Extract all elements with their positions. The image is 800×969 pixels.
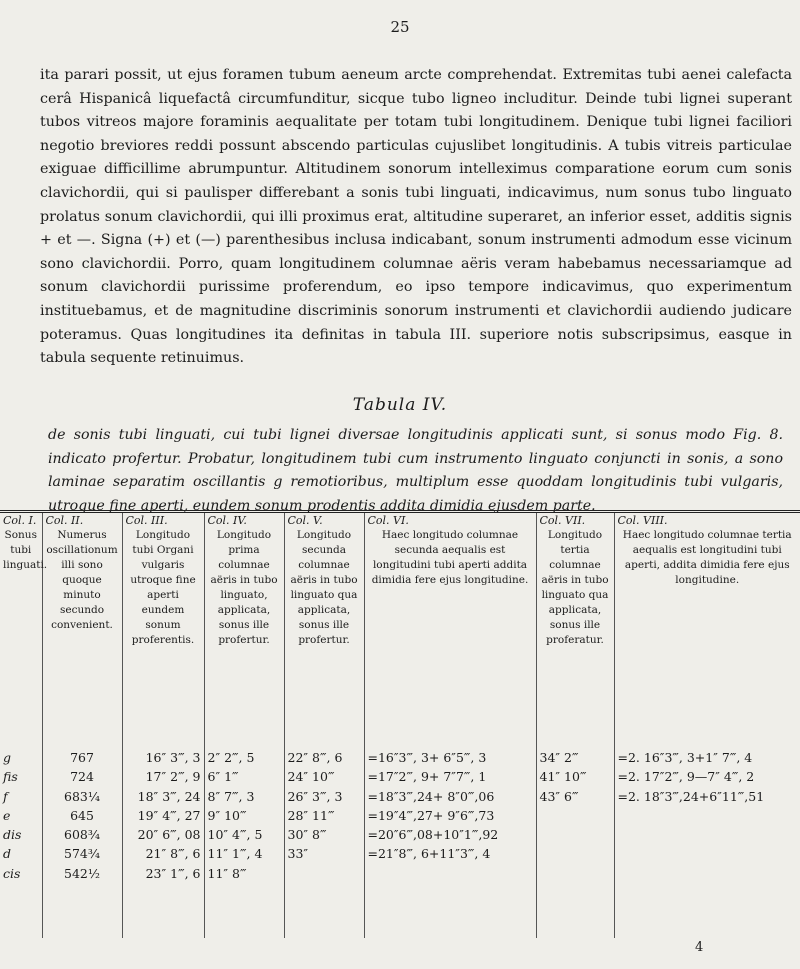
- table-caption: de sonis tubi linguati, cui tubi lignei diversae longitudinis applicati sunt, si sonus modo Fig. 8. indicato profertur. Probatur, longitudinem tubi cum instrumento linguato conjuncti in sonis, a sono laminae separatim oscillantis g remotioribus, multiplum esse quoddam longitudinis tubi vulgaris, utroque fine aperti, eundem sonum prodentis addita dimidia ejusdem parte.: [48, 427, 783, 514]
- col-2-header: Col. II. Numerus oscillationum illi sono quoque minuto secundo convenient.: [42, 513, 122, 748]
- col-6-values: =16″3‴, 3+ 6″5‴, 3 =17″2‴, 9+ 7″7‴, 1 =18″3‴,24+ 8″0‴,06 =19″4‴,27+ 9″6‴,73 =20″6‴,08+10″1‴,92 =21″8‴, 6+11″3‴, 4: [364, 748, 536, 938]
- col-1-header: Col. I. Sonus tubi linguati.: [0, 513, 42, 748]
- col-8-values: =2. 16″3‴, 3+1″ 7‴, 4 =2. 17″2‴, 9—7″ 4‴, 2 =2. 18″3‴,24+6″11‴,51: [617, 750, 765, 804]
- col-7-values: 34″ 2‴ 41″ 10‴ 43″ 6‴: [536, 748, 614, 938]
- col-5-values: 22″ 8‴, 6 24″ 10‴ 26″ 3‴, 3 28″ 11‴ 30″ 8‴ 33″: [284, 748, 364, 938]
- data-table: [0, 513, 800, 938]
- col-1-values: g fis f e dis d cis: [0, 748, 42, 938]
- table-header-row: [0, 513, 800, 748]
- body-text: [40, 64, 792, 371]
- page-number: 25: [390, 18, 410, 36]
- col-3-values: 16″ 3‴, 3 17″ 2‴, 9 18″ 3‴, 24 19″ 4‴, 27 20″ 6‴, 08 21″ 8‴, 6 23″ 1‴, 6: [122, 748, 204, 938]
- table-body: [0, 748, 800, 938]
- col-8-header: Col. VIII. Haec longitudo columnae tertia aequalis est longitudini tubi aperti, addita dimidia fere ejus longitudine.: [617, 514, 792, 586]
- col-5-header: Col. V. Longitudo secunda columnae aëris in tubo linguato qua applicata, sonus ille profertur.: [284, 513, 364, 748]
- folio-signature: 4: [695, 940, 704, 955]
- col-3-header: Col. III. Longitudo tubi Organi vulgaris utroque fine aperti eundem sonum proferentis.: [122, 513, 204, 748]
- table-title: Tabula IV.: [352, 395, 448, 415]
- col-2-values: 767 724 683¼ 645 608¾ 574¾ 542½: [42, 748, 122, 938]
- col-4-values: 2″ 2‴, 5 6″ 1‴ 8″ 7‴, 3 9″ 10‴ 10″ 4‴, 5 11″ 1‴, 4 11″ 8‴: [204, 748, 284, 938]
- col-6-header: Col. VI. Haec longitudo columnae secunda aequalis est longitudini tubi aperti addita dimidia fere ejus longitudine.: [364, 513, 536, 748]
- col-4-header: Col. IV. Longitudo prima columnae aëris in tubo linguato, applicata, sonus ille profertur.: [204, 513, 284, 748]
- data-table-container: [0, 510, 800, 953]
- body-paragraph: ita parari possit, ut ejus foramen tubum aeneum arcte comprehendat. Extremitas tubi aenei calefacta cerâ Hispanicâ liquefactâ circumfunditur, sicque tubo ligneo includitur. Deinde tubi lignei superant tubos vitreos majore foraminis aequalitate per totam tubi longitudinem. Denique tubi lignei faciliori negotio breviores reddi possunt abscendo particulas cujuslibet longitudinis. A tubis vitreis particulae exiguae difficillime abrumpuntur. Altitudinem sonorum intelleximus comparatione eorum cum sonis clavichordii, qui si paulisper differebant a sonis tubi linguati, indicavimus, num sonus tubo linguato prolatus sonum clavichordii, qui illi proximus erat, altitudine superaret, an inferior esset, additis signis + et —. Signa (+) et (—) parenthesibus inclusa indicabant, sonum instrumenti admodum esse vicinum sono clavichordii. Porro, quam longitudinem columnae aëris veram habebamus necessariamque ad sonum clavichordii purissime proferendum, eo ipso tempore indicavimus, quo experimentum instituebamus, et de magnitudine discriminis sonorum instrumenti et clavichordii audiendo judicare poteramus. Quas longitudines ita definitas in tabula III. superiore notis subscripsimus, easque in tabula sequente retinuimus.: [40, 67, 792, 367]
- col-7-header: Col. VII. Longitudo tertia columnae aëris in tubo linguato qua applicata, sonus ille proferatur.: [536, 513, 614, 748]
